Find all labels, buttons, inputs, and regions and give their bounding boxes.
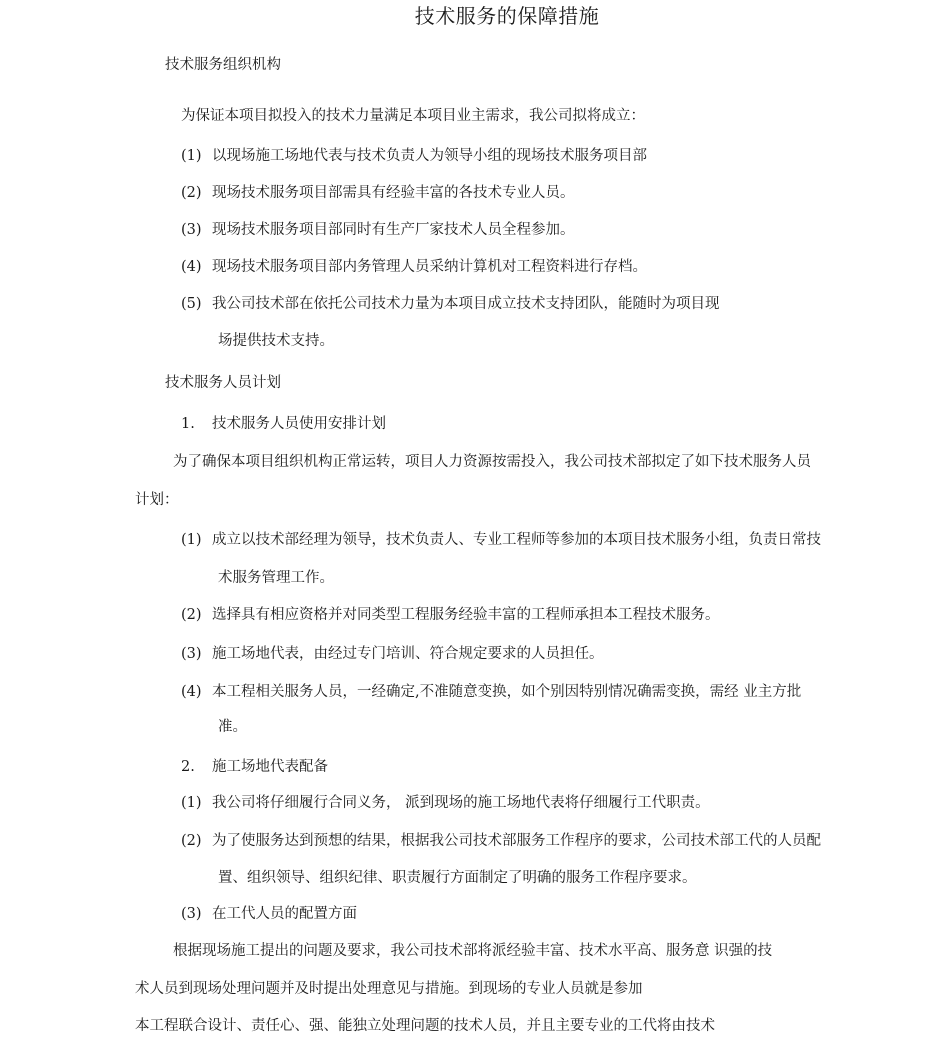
page-title: 技术服务的保障措施	[414, 4, 600, 28]
item-number: (2)	[181, 833, 202, 849]
subsection-heading-1	[181, 414, 386, 434]
item-text: 施工场地代表，由经过专门培训、符合规定要求的人员担任。	[212, 646, 604, 662]
item-text: 我公司将仔细履行合同义务， 派到现场的施工场地代表将仔细履行工代职责。	[212, 795, 710, 811]
section-heading-org: 技术服务组织机构	[165, 57, 281, 73]
staff-list-item-continuation: 术服务管理工作。	[218, 570, 334, 586]
item-text: 现场技术服务项目部内务管理人员采纳计算机对工程资料进行存档。	[212, 259, 647, 275]
item-text: 现场技术服务项目部同时有生产厂家技术人员全程参加。	[212, 222, 575, 238]
section-heading-staff: 技术服务人员计划	[165, 375, 281, 391]
org-list-item	[181, 220, 575, 240]
item-text: 成立以技术部经理为领导，技术负责人、专业工程师等参加的本项目技术服务小组，负责日常技	[212, 532, 821, 548]
item-number: (1)	[181, 795, 202, 811]
staff-list-item	[181, 644, 604, 664]
staff-list-item-continuation: 准。	[218, 719, 247, 735]
item-number: (2)	[181, 607, 202, 623]
org-list-item	[181, 294, 720, 314]
subsection-title: 施工场地代表配备	[212, 759, 328, 775]
org-list-item	[181, 183, 575, 203]
item-number: (4)	[181, 684, 202, 700]
item-number: (3)	[181, 906, 202, 922]
rep-list-item	[181, 904, 357, 924]
item-number: (3)	[181, 222, 202, 238]
item-number: (4)	[181, 259, 202, 275]
closing-paragraph-line-2: 术人员到现场处理问题并及时提出处理意见与措施。到现场的专业人员就是参加	[135, 981, 643, 997]
org-list-item	[181, 146, 647, 166]
staff-intro-line-1: 为了确保本项目组织机构正常运转，项目人力资源按需投入，我公司技术部拟定了如下技术服务人员	[173, 454, 811, 470]
item-text: 现场技术服务项目部需具有经验丰富的各技术专业人员。	[212, 185, 575, 201]
subsection-number: 2.	[181, 759, 195, 775]
item-text: 以现场施工场地代表与技术负责人为领导小组的现场技术服务项目部	[212, 148, 647, 164]
item-text: 我公司技术部在依托公司技术力量为本项目成立技术支持团队，能随时为项目现	[212, 296, 720, 312]
rep-list-item	[181, 831, 821, 851]
item-number: (2)	[181, 185, 202, 201]
item-text: 选择具有相应资格并对同类型工程服务经验丰富的工程师承担本工程技术服务。	[212, 607, 720, 623]
staff-intro-line-2: 计划：	[135, 492, 179, 508]
item-number: (5)	[181, 296, 202, 312]
item-text: 为了使服务达到预想的结果，根据我公司技术部服务工作程序的要求，公司技术部工代的人员配	[212, 833, 821, 849]
item-number: (1)	[181, 532, 202, 548]
staff-list-item	[181, 530, 821, 550]
item-text: 本工程相关服务人员，一经确定,不准随意变换，如个别因特别情况确需变换，需经 业主方批	[212, 684, 802, 700]
subsection-title: 技术服务人员使用安排计划	[212, 416, 386, 432]
item-text: 在工代人员的配置方面	[212, 906, 357, 922]
item-number: (1)	[181, 148, 202, 164]
org-list-item	[181, 257, 647, 277]
rep-list-item	[181, 793, 710, 813]
org-intro-paragraph: 为保证本项目拟投入的技术力量满足本项目业主需求，我公司拟将成立：	[181, 108, 645, 124]
item-number: (3)	[181, 646, 202, 662]
subsection-heading-2	[181, 757, 328, 777]
subsection-number: 1.	[181, 416, 195, 432]
closing-paragraph-line-3: 本工程联合设计、责任心、强、能独立处理问题的技术人员，并且主要专业的工代将由技术	[135, 1018, 715, 1034]
closing-paragraph-line-1: 根据现场施工提出的问题及要求，我公司技术部将派经验丰富、技术水平高、服务意 识强的技	[173, 943, 773, 959]
rep-list-item-continuation: 置、组织领导、组织纪律、职责履行方面制定了明确的服务工作程序要求。	[218, 870, 697, 886]
staff-list-item	[181, 605, 720, 625]
staff-list-item	[181, 682, 801, 702]
org-list-item-continuation: 场提供技术支持。	[218, 333, 334, 349]
